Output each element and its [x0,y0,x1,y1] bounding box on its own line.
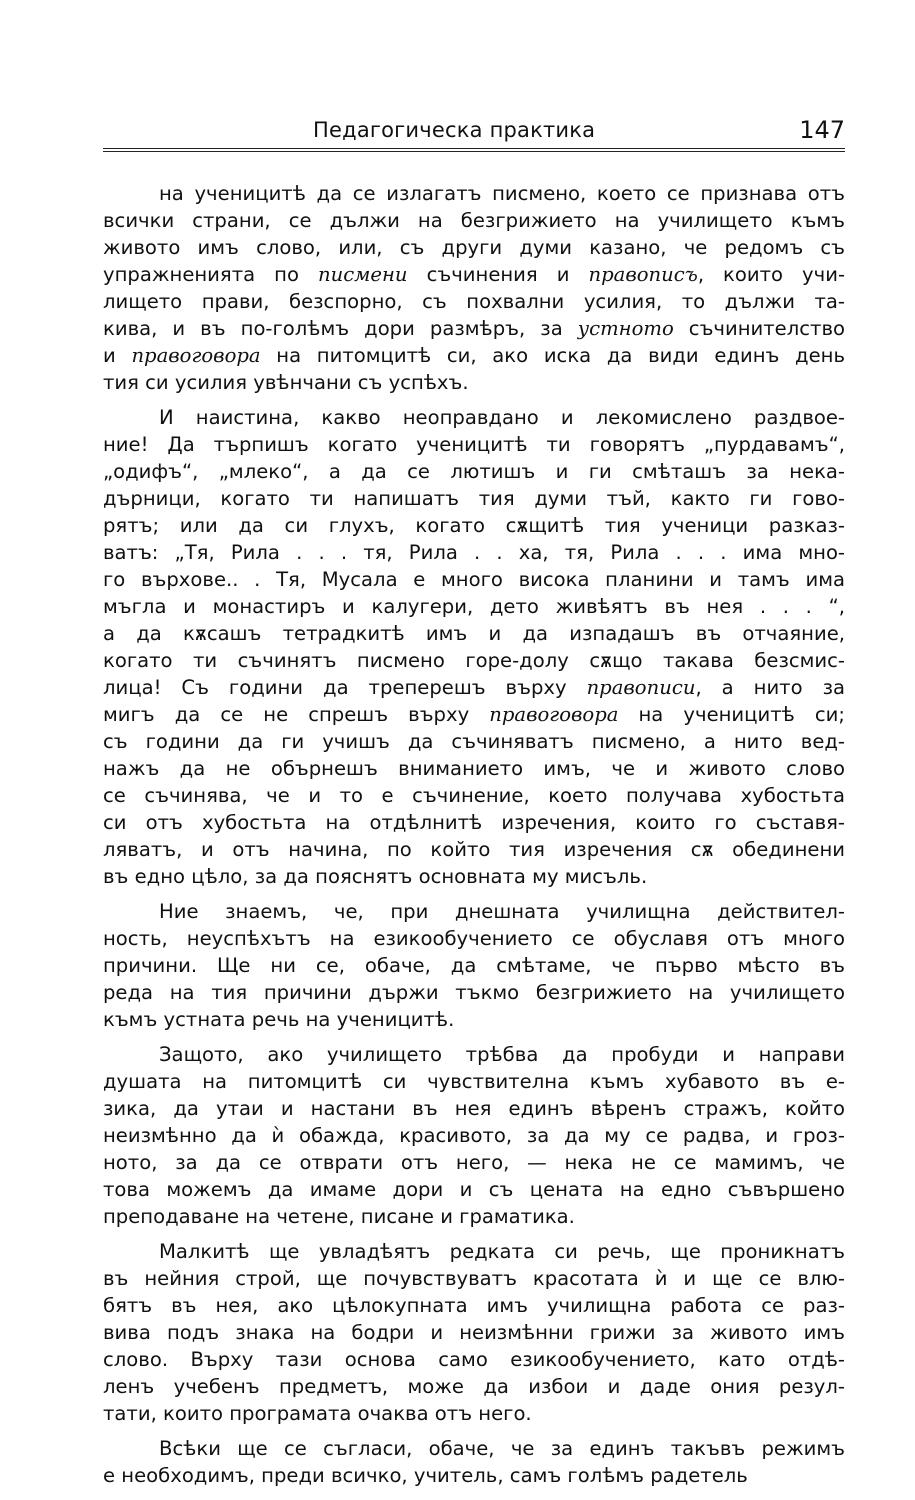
text-segment: ляватъ, и отъ начина, по който тия изречения сѫ обединени [103,838,845,861]
text-segment: нажъ да не обърнешъ вниманието имъ, че и живото слово [103,757,845,780]
text-segment: , а нито за [695,676,845,699]
text-segment: всички страни, се дължи на безгрижието на училището къмъ [103,209,845,232]
text-segment: преподаване на четене, писане и граматика. [103,1205,575,1228]
text-segment: на ученицитѣ си; [618,703,845,726]
text-segment: упражненията по [103,263,318,286]
text-segment: Защото, ако училището трѣбва да пробуди и направи [159,1043,845,1066]
text-line [103,1238,845,1265]
body-text [103,180,845,1489]
text-segment: въ нейния строй, ще почувствуватъ красотата ѝ и ще се влю- [103,1267,845,1290]
text-segment: слово. Върху тази основа само езикообучението, като отдѣ- [103,1348,845,1371]
text-line [103,674,845,701]
text-segment: на питомцитѣ си, ако иска да види единъ день [260,344,845,367]
header-rule [103,148,845,152]
text-line [103,1319,845,1346]
text-line [103,485,845,512]
text-segment: душата на питомцитѣ си чувствителна къмъ хубавото въ е- [103,1070,845,1093]
text-line [103,979,845,1006]
italic-term: устното [577,317,674,340]
text-segment: е необходимъ, преди всичко, учитель, самъ голѣмъ радетель [103,1464,748,1487]
text-segment: ние! Да търпишъ когато ученицитѣ ти говорятъ „пурдавамъ“, [103,433,845,456]
paragraph [103,898,845,1033]
text-line [103,288,845,315]
text-line [103,207,845,234]
running-title: Педагогическа практика [313,118,596,142]
text-line [103,1149,845,1176]
text-line [103,593,845,620]
text-segment: и [103,344,132,367]
text-line [103,1122,845,1149]
text-segment: съчинителство [673,317,845,340]
text-segment: дърници, когато ти напишатъ тия думи тъй, както ги гово- [103,487,845,510]
text-line [103,315,845,342]
italic-term: правописъ [588,263,698,286]
page-number: 147 [799,116,845,144]
text-segment: тия си усилия увѣнчани съ успѣхъ. [103,371,469,394]
paragraph [103,180,845,396]
text-line [103,342,845,369]
text-segment: си отъ хубостьта на отдѣлнитѣ изречения, които го съставя- [103,811,845,834]
text-segment: лището прави, безспорно, съ похвални усилия, то дължи та- [103,290,845,313]
text-segment: вива подъ знака на бодри и неизмѣнни грижи за живото имъ [103,1321,845,1344]
text-line [103,836,845,863]
text-line [103,1373,845,1400]
text-segment: мъгла и монастиръ и калугери, дето живѣятъ въ нея . . . “, [103,595,845,618]
text-line [103,620,845,647]
text-line [103,234,845,261]
text-line [103,566,845,593]
text-line [103,809,845,836]
text-segment: на ученицитѣ да се излагатъ писмено, което се признава отъ [159,182,845,205]
text-segment: ность, неуспѣхътъ на езикообучението се обуславя отъ много [103,927,845,950]
text-line [103,755,845,782]
paragraph [103,1041,845,1230]
text-segment: съчинения и [407,263,589,286]
italic-term: писмени [317,263,408,286]
paragraph [103,1435,845,1489]
text-line [103,701,845,728]
text-segment: кива, и въ по-голѣмъ дори размѣръ, за [103,317,578,340]
text-line [103,1400,845,1427]
text-segment: а да кѫсашъ тетрадкитѣ имъ и да изпадашъ въ отчаяние, [103,622,845,645]
text-line [103,782,845,809]
text-segment: И наистина, какво неоправдано и лекомислено раздвое- [159,406,845,429]
text-line [103,261,845,288]
text-segment: реда на тия причини държи тъкмо безгрижието на училището [103,981,845,1004]
text-line [103,925,845,952]
italic-term: правоговора [489,703,619,726]
text-line [103,1203,845,1230]
text-line [103,512,845,539]
text-segment: се съчинява, че и то е съчинение, което получава хубостьта [103,784,845,807]
text-segment: го върхове.. . Тя, Мусала е много висока планини и тамъ има [103,568,845,591]
text-segment: Всѣки ще се съгласи, обаче, че за единъ такъвъ режимъ [159,1437,845,1460]
paragraph [103,1238,845,1427]
text-segment: къмъ устната речь на ученицитѣ. [103,1008,455,1031]
text-line [103,1346,845,1373]
text-line [103,863,845,890]
text-line [103,1265,845,1292]
text-line [103,369,845,396]
book-page [103,118,845,1497]
text-segment: съ години да ги учишъ да съчиняватъ писмено, а нито вед- [103,730,845,753]
text-line [103,404,845,431]
text-line [103,539,845,566]
text-line [103,180,845,207]
italic-term: правописи [586,676,696,699]
text-segment: тати, които програмата очаква отъ него. [103,1402,532,1425]
text-segment: живото имъ слово, или, съ други думи казано, че редомъ съ [103,236,845,259]
text-line [103,728,845,755]
text-segment: въ едно цѣло, за да пояснятъ основната му мисъль. [103,865,648,888]
text-segment: ватъ: „Тя, Рила . . . тя, Рила . . ха, тя, Рила . . . има мно- [103,541,845,564]
text-line [103,1176,845,1203]
text-line [103,952,845,979]
text-segment: зика, да утаи и настани въ нея единъ вѣренъ стражъ, който [103,1097,845,1120]
text-line [103,1095,845,1122]
text-segment: бятъ въ нея, ако цѣлокупната имъ училищна работа се раз- [103,1294,845,1317]
text-line [103,458,845,485]
text-segment: рятъ; или да си глухъ, когато сѫщитѣ тия ученици разказ- [103,514,845,537]
text-line [103,1462,845,1489]
text-line [103,1435,845,1462]
italic-term: правоговора [131,344,261,367]
text-segment: Малкитѣ ще увладѣятъ редката си речь, ще проникнатъ [159,1240,845,1263]
text-segment: неизмѣнно да ѝ обажда, красивото, за да му се радва, и гроз- [103,1124,845,1147]
text-segment: причини. Ще ни се, обаче, да смѣтаме, че първо мѣсто въ [103,954,845,977]
text-segment: лица! Съ години да трепеpешъ върху [103,676,587,699]
text-line [103,1006,845,1033]
paragraph [103,404,845,890]
text-line [103,1068,845,1095]
text-segment: когато ти съчинятъ писмено горе-долу сѫщо такава безсмис- [103,649,845,672]
text-segment: , които учи- [697,263,845,286]
text-segment: „одифъ“, „млеко“, а да се лютишъ и ги смѣташъ за нека- [103,460,845,483]
text-segment: Ние знаемъ, че, при днешната училищна действител- [159,900,845,923]
text-segment: това можемъ да имаме дори и съ цената на едно съвършено [103,1178,845,1201]
text-line [103,647,845,674]
text-line [103,1292,845,1319]
text-line [103,431,845,458]
text-line [103,898,845,925]
text-segment: мигъ да се не спрешъ върху [103,703,490,726]
text-segment: ленъ учебенъ предметъ, може да избои и даде ония резул- [103,1375,845,1398]
text-line [103,1041,845,1068]
running-head [103,118,845,148]
text-segment: ното, за да се отврати отъ него, — нека не се мамимъ, че [103,1151,845,1174]
